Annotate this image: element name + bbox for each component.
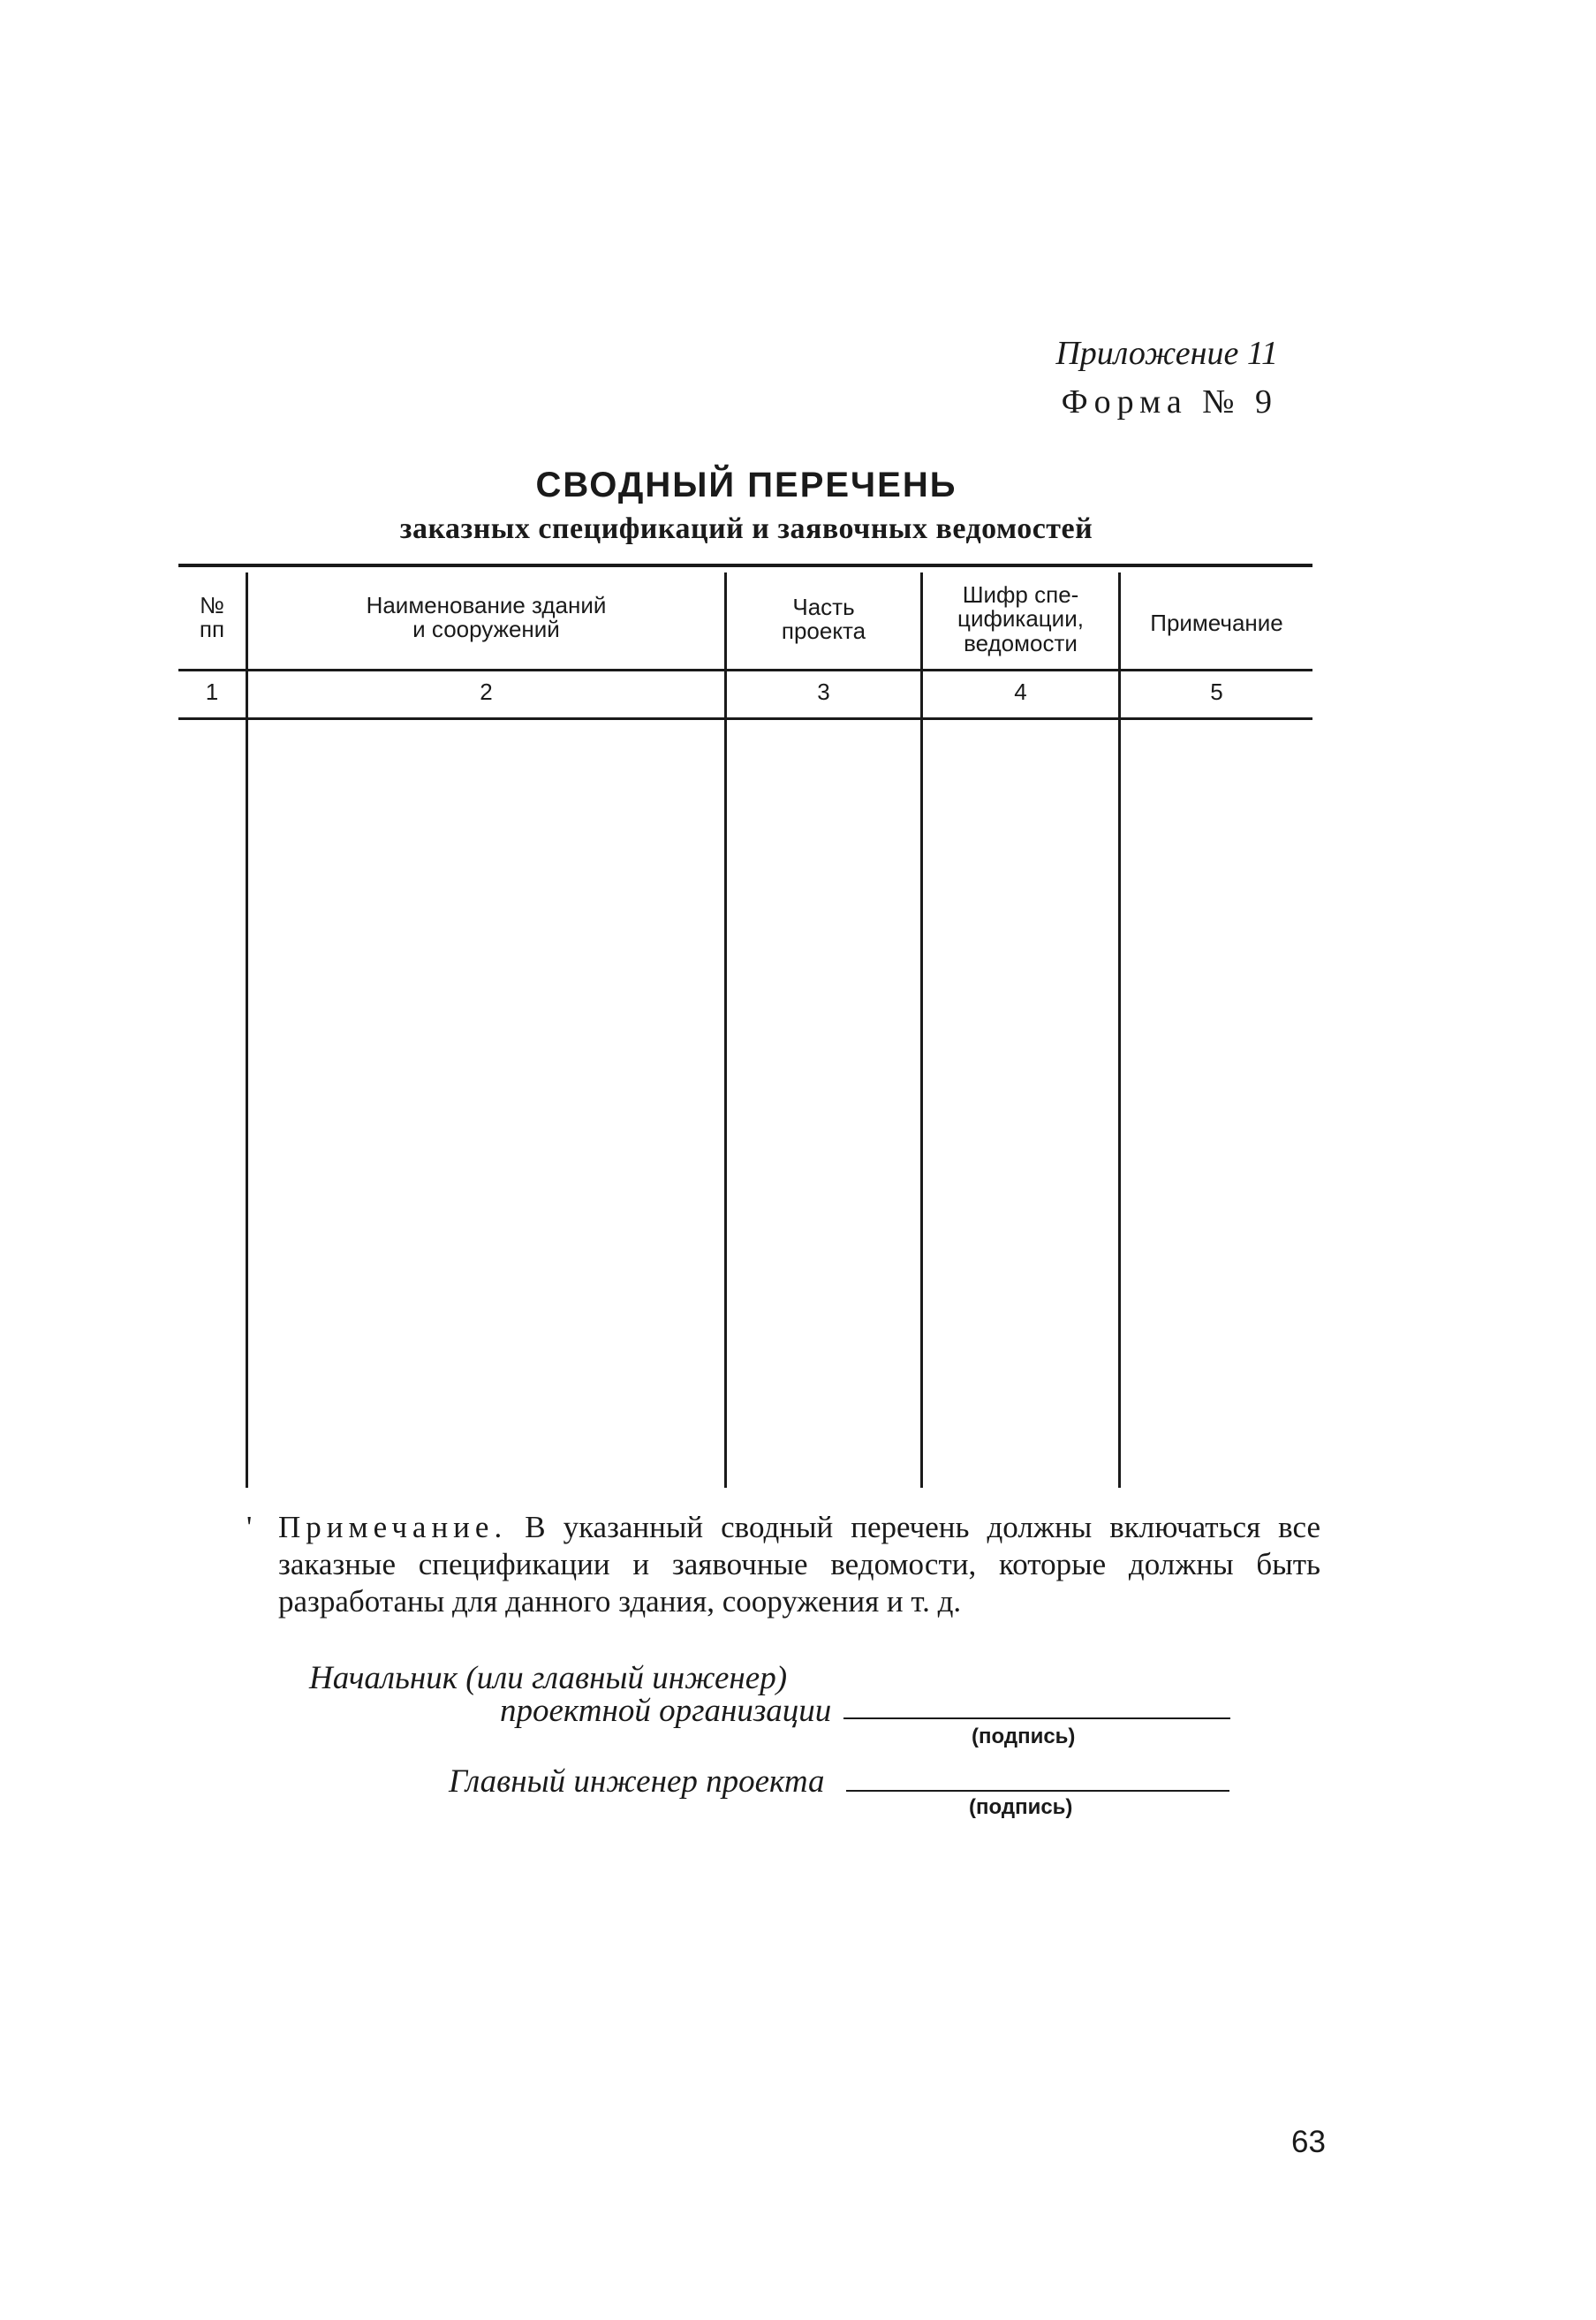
header-line: проекта [781,618,866,645]
header-line: № [200,592,224,618]
table-header-cell [178,594,246,642]
table-header-rule [178,669,1312,671]
header-line: Примечание [1150,610,1283,636]
signature-caption: (подпись) [969,1795,1073,1819]
column-number: 5 [1210,679,1223,705]
column-number: 3 [817,679,830,705]
signature-label-chief: Начальник (или главный инженер) [309,1660,788,1696]
column-number: 4 [1014,679,1027,705]
table-header-cell [923,583,1118,656]
header-line: Шифр спе- [962,581,1079,608]
stray-mark: ' [246,1510,253,1544]
table-number-row-rule [178,717,1312,720]
header-line: Наименование зданий [366,592,607,618]
header-line: цификации, [957,605,1084,633]
column-number: 2 [480,679,493,705]
page-number: 63 [1291,2125,1326,2159]
appendix-label: Приложение 11 [1055,335,1278,372]
signature-line [843,1717,1230,1719]
table-header-cell [727,595,920,644]
column-number: 1 [205,679,219,705]
table-column-divider [1118,572,1121,1488]
table-column-divider [724,572,727,1488]
footnote-lead: Примечание. [278,1510,508,1544]
table-header-cell [1121,611,1312,635]
document-subtitle: заказных спецификаций и заявочных ведомостей [399,512,1093,545]
table-header-cell [248,594,724,642]
form-number: Форма № 9 [1061,383,1278,421]
header-line: Часть [792,594,855,620]
signature-label-organization: проектной организации [500,1693,832,1729]
table-column-divider [920,572,923,1488]
document-title: СВОДНЫЙ ПЕРЕЧЕНЬ [535,466,957,504]
signature-line [846,1790,1229,1792]
footnote [246,1509,1320,1620]
table-top-rule [178,564,1312,567]
table-column-divider [246,572,248,1488]
signature-caption: (подпись) [972,1725,1076,1748]
header-line: и сооружений [412,616,560,643]
header-line: ведомости [964,629,1078,656]
header-line: пп [199,616,225,643]
signature-label-engineer: Главный инженер проекта [449,1763,825,1800]
footnote-text: В указанный сводный перечень должны включаться все заказные спецификации и заявочные ведомости, которые должны быть разработаны для данного здания, сооружения и т. д. [278,1510,1320,1619]
